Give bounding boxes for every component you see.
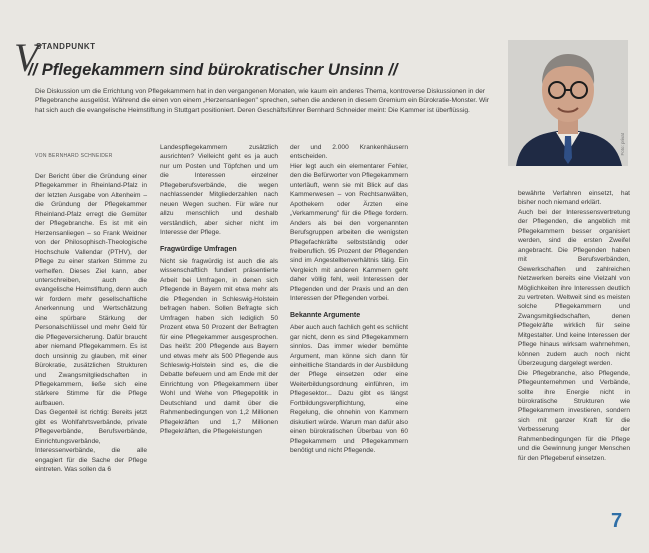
column-2 (160, 143, 278, 437)
column-3 (290, 143, 408, 456)
paragraph: Das Gegenteil ist richtig: Bereits jetzt gibt es Wohlfahrtsverbände, private Pflegeverbände, Berufsverbände, Einrichtungsverbände, Interessenverbände, die alle engagiert für die Sache der Pflege eintreten. Was sollen da 6 (35, 409, 147, 474)
paragraph: Hier legt auch ein elementarer Fehler, den die Befürworter von Pflegekammern unterläuft, wenn sie mit Blick auf das Kammerwesen – von Rechtsanwälten, Apothekern oder Ärzten eine „Verkammerung" für die Pflege fordern. Anders als bei den vorgenannten Berufsgruppen arbeiten die wenigsten Pflegefachkräfte selbstständig oder freiberuflich. 95 Prozent der Pflegenden sind im Angestelltenverhältnis tätig. Ein Vergleich mit anderen Kammern geht daher völlig fehl, weil Interessen der Pflegenden und der Praxis und an den Interessen der Pflegenden vorbei. (290, 162, 409, 303)
subheading-umfragen: Fragwürdige Umfragen (160, 245, 237, 253)
paragraph: Nicht sie fragwürdig ist auch die als wissenschaftlich fundiert präsentierte Arbeit bei Umfragen, in denen sich Pflegende in Bayern mit etwa mehr als die Pflegenden in Schleswig-Holstein befragen haben. Sollen Befragte sich Umfragen haben sich lediglich 50 Prozent etwa 50 Prozent der Befragten für eine Pflegekammer ausgesprochen. Das heißt: 200 Pflegende aus Bayern und etwas mehr als 500 Pflegende aus Schleswig-Holstein sind es, die die Debatte befeuern und am Ende mit der Einrichtung von Pflegekammern über Wohl und Wehe von Pflegepolitik in Deutschland und damit über die Rahmenbedingungen von 1,2 Millionen Pflegekräften und 1,7 Millionen Pflegekräften, die Pflegeleistungen (160, 257, 278, 436)
paragraph: bewährte Verfahren einsetzt, hat bisher noch niemand erklärt. (518, 190, 630, 207)
kicker-label: STANDPUNKT (36, 42, 96, 51)
page-number: 7 (611, 510, 623, 532)
paragraph: Landespflegekammern zusätzlich ausrichten? Vielleicht geht es ja auch nur um Posten und Töpfchen und um die Interessen einzelner Pflegeberufsverbände, die wegen nachlassender Mitgliederzahlen nach neuen Wegen suchen. Für wäre nur allzu menschlich und deshalb verständlich, aber sicher nicht im Interesse der Pflege. (160, 144, 278, 237)
column-1 (35, 172, 147, 475)
column-4 (518, 189, 630, 463)
paragraph: Die Pflegebranche, also Pflegende, Pflegeunternehmen und Verbände, sollte ihre Energie nicht in bürokratische Strukturen wie Pflegekammern investieren, sondern sich mit ganzer Kraft für die Verbesserung der Rahmenbedingungen für die Pflege und die Gewinnung junger Menschen für den Pflegeberuf einsetzen. (518, 369, 630, 462)
author-photo (508, 40, 628, 166)
paragraph: Der Bericht über die Gründung einer Pflegekammer in Rheinland-Pfalz in der letzten Ausgabe von Altenheim – die Gründung der Pflegekammer Rheinland-Pfalz erregt die Gemüter der Pflegebranche. Es ist mit ein Herzensanliegen – so Frank Weidner von der Philosophisch-Theologische Hochschule Vallendar (PTHV), der Pflege zu einer starken Stimme zu verhelfen. Dieses Ziel kann, aber unterschreiben, auch die evangelische Heimstiftung, denn auch wir fordern mehr gesellschaftliche Anerkennung und Wertschätzung eine spürbare Stärkung der Personalschlüssel und mehr Geld für die Pflegeversicherung. Dafür braucht aber niemand Pflegekammern. Es ist doch unsinnig zu glauben, mit einer Bürokratie, zusätzlichen Strukturen und Zwangsmitgliedschaften in Pflegekammern, ließe sich eine stärkere Stimme für die Pflege aufbauen. (35, 173, 147, 407)
photo-credit: Foto: privat (620, 133, 625, 156)
kicker-v-glyph: V (14, 35, 39, 80)
subheading-argumente: Bekannte Argumente (290, 311, 361, 319)
paragraph: Auch bei der Interessensvertretung der Pflegenden, die angeblich mit Pflegekammern besser organisiert werden, sind die ersten Zweifel angebracht. Die Pflegenden haben mit Berufsverbänden, Gewerkschaften und zahlreichen Netzwerken bereits eine Vielzahl von Möglichkeiten ihre Interessen deutlich zu vertreten. Weltweit sind es meisten solche Pflegekammern und Zwangsmitgliedschaften, denen Pflegekräfte wirklich für seine Mitgestalter. Und keine Interessen der Pflege hinaus wirksam wahrnehmen, können zudem auch noch nicht Überzeugung dargelegt werden. (518, 208, 630, 368)
article-title: // Pflegekammern sind bürokratischer Unsinn // (28, 61, 398, 79)
paragraph: der und 2.000 Krankenhäusern entscheiden. (290, 144, 408, 161)
article-lead: Die Diskussion um die Errichtung von Pflegekammern hat in den vergangenen Monaten, wie kaum ein anderes Thema, kontroverse Diskussionen in der Pflegebranche ausgelöst. Während die einen von einem „Herzensanliegen" sprechen, sehen die anderen in diesem Gremium ein Bürokratie-Monster. Wir hat sich auch die evangelische Heimstiftung in Stuttgart positioniert. Deren Geschäftsführer Bernhard Schneider meint: Die Kammer ist überflüssig. (35, 88, 490, 114)
portrait-illustration (508, 40, 628, 166)
paragraph: Aber auch auch fachlich geht es schlicht gar nicht, denn es sind Pflegekammern sinnlos. Das immer wieder bemühte Argument, man könne sich dann für einheitliche Standards in der Ausbildung der Pflege einsetzen oder eine Weiterbildungsordnung einführen, im Pflegesektor... Dazu gibt es längst Fortbildungsverpflichtung, eine Regelung, die ohnehin von Kammern diskutiert würde. Warum man dafür also einen bürokratischen Überbau von 60 Pflegekammern und Pflegekammern benötigt und nicht Pflegende. (290, 324, 408, 455)
byline: VON BERNHARD SCHNEIDER (35, 153, 113, 159)
